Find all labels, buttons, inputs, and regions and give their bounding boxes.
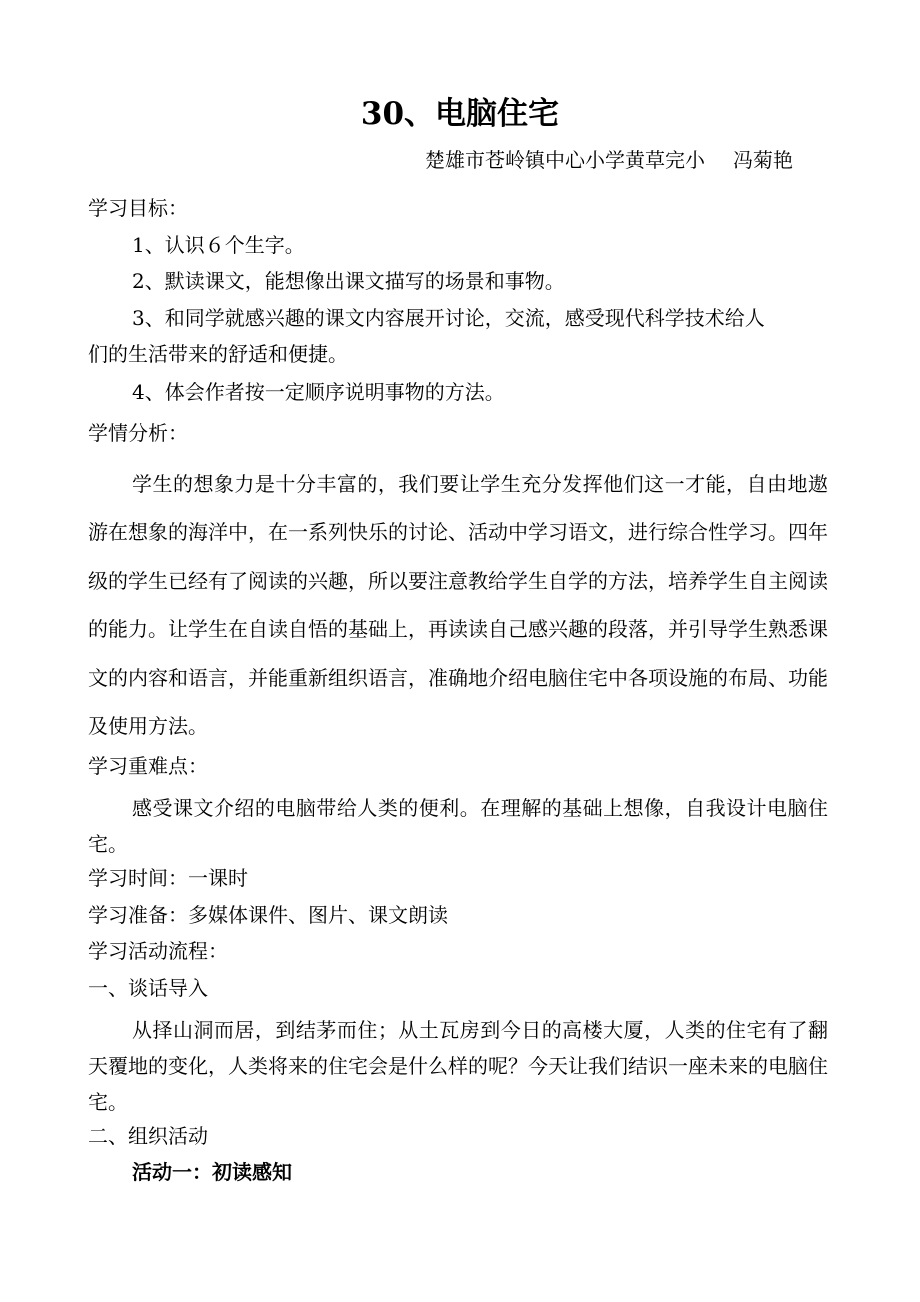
section2-heading: 二、组织活动 (88, 1124, 208, 1148)
difficulty-heading: 学习重难点： (88, 754, 208, 778)
goals-heading: 学习目标： (88, 196, 188, 220)
author-line (425, 148, 793, 172)
goal-item-3-continued: 们的生活带来的舒适和便捷。 (88, 342, 348, 366)
time-line: 学习时间：一课时 (88, 866, 248, 890)
activity1-heading: 活动一：初读感知 (132, 1160, 292, 1184)
section1-text: 从择山洞而居，到结茅而住；从土瓦房到今日的高楼大厦，人类的住宅有了翻天覆地的变化，人类将来的住宅会是什么样的呢？今天让我们结识一座未来的电脑住宅。 (88, 1018, 828, 1114)
process-heading: 学习活动流程： (88, 939, 228, 963)
goal-item-3: 3、和同学就感兴趣的课文内容展开讨论，交流，感受现代科学技术给人 (132, 306, 765, 330)
intro-paragraph (88, 1012, 828, 1120)
analysis-text: 学生的想象力是十分丰富的，我们要让学生充分发挥他们这一才能，自由地遨游在想象的海洋中，在一系列快乐的讨论、活动中学习语文，进行综合性学习。四年级的学生已经有了阅读的兴趣，所以要注意教给学生自学的方法，培养学生自主阅读的能力。让学生在自读自悟的基础上，再读读自己感兴趣的段落，并引导学生熟悉课文的内容和语言，并能重新组织语言，准确地介绍电脑住宅中各项设施的布局、功能及使用方法。 (88, 472, 828, 739)
author-organization: 楚雄市苍岭镇中心小学黄草完小 (425, 148, 705, 172)
analysis-heading: 学情分析： (88, 421, 188, 445)
goal-item-4: 4、体会作者按一定顺序说明事物的方法。 (132, 380, 505, 404)
goal-item-1: 1、认识６个生字。 (132, 233, 305, 257)
difficulty-paragraph (88, 790, 828, 862)
difficulty-text: 感受课文介绍的电脑带给人类的便利。在理解的基础上想像，自我设计电脑住宅。 (88, 796, 828, 856)
analysis-paragraph (88, 460, 828, 750)
author-name: 冯菊艳 (733, 148, 793, 172)
goal-item-2: 2、默读课文，能想像出课文描写的场景和事物。 (132, 269, 565, 293)
document-title: 30、电脑住宅 (360, 96, 560, 132)
prep-line: 学习准备：多媒体课件、图片、课文朗读 (88, 903, 448, 927)
section1-heading: 一、谈话导入 (88, 976, 208, 1000)
